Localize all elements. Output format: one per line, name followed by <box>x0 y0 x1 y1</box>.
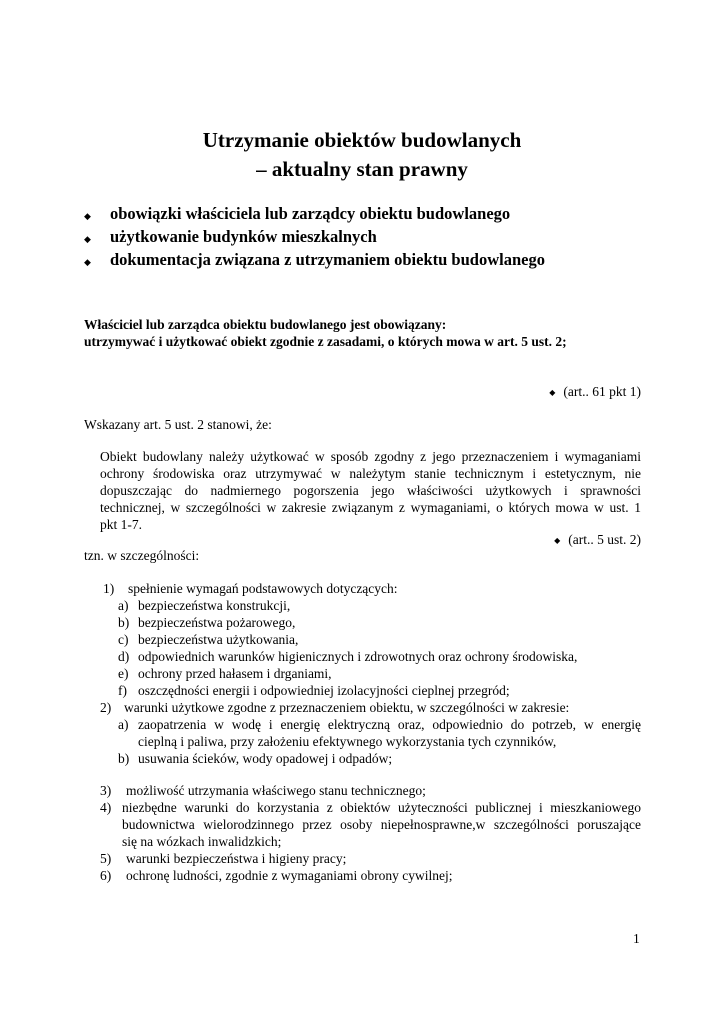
list-item: warunki bezpieczeństwa i higieny pracy; <box>126 851 347 866</box>
topic-item: dokumentacja związana z utrzymaniem obiektu budowlanego <box>110 250 545 269</box>
list-item: niezbędne warunki do korzystania z obiektów użyteczności publicznej i mieszkaniowego <box>122 800 641 815</box>
diamond-icon: ◆ <box>84 234 91 244</box>
title-line-1: Utrzymanie obiektów budowlanych <box>202 128 522 152</box>
diamond-icon: ◆ <box>554 536 561 545</box>
quote-line: technicznej, w szczególności w zakresie związanym z wymaganiami, o których mowa w ust. 1 <box>100 500 641 515</box>
list-item: warunki użytkowe zgodne z przeznaczeniem obiektu, w szczególności w zakresie: <box>124 700 570 715</box>
sublist-item: bezpieczeństwa użytkowania, <box>138 632 299 647</box>
list-number: 1) <box>103 581 115 596</box>
intro-line-1: Właściciel lub zarządca obiektu budowlanego jest obowiązany: <box>84 317 447 332</box>
sublist-letter: d) <box>118 649 130 664</box>
pointed-paragraph: Wskazany art. 5 ust. 2 stanowi, że: <box>84 417 272 432</box>
sublist-letter: b) <box>118 615 130 630</box>
list-number: 2) <box>100 700 112 715</box>
quote-line: pkt 1-7. <box>100 517 142 532</box>
reference-art-61 <box>549 384 641 400</box>
reference-text: (art.. 61 pkt 1) <box>563 384 641 399</box>
reference-art-5 <box>554 532 641 548</box>
list-item-continuation: się na wózkach inwalidzkich; <box>122 834 282 849</box>
topic-item: obowiązki właściciela lub zarządcy obiektu budowlanego <box>110 204 511 223</box>
sublist-letter: e) <box>118 666 129 681</box>
diamond-icon: ◆ <box>84 257 91 267</box>
list-number: 5) <box>100 851 112 866</box>
list-number: 6) <box>100 868 112 883</box>
sublist-letter: a) <box>118 717 129 732</box>
sublist-item: oszczędności energii i odpowiedniej izolacyjności cieplnej przegród; <box>138 683 510 698</box>
list-number: 3) <box>100 783 112 798</box>
diamond-icon: ◆ <box>84 211 91 221</box>
list-item: spełnienie wymagań podstawowych dotyczących: <box>128 581 398 596</box>
topic-item: użytkowanie budynków mieszkalnych <box>110 227 377 246</box>
intro-line-2: utrzymywać i użytkować obiekt zgodnie z zasadami, o których mowa w art. 5 ust. 2; <box>84 334 567 349</box>
page-number: 1 <box>633 931 640 946</box>
sublist-letter: b) <box>118 751 130 766</box>
sublist-item: ochrony przed hałasem i drganiami, <box>138 666 332 681</box>
title-line-2: – aktualny stan prawny <box>256 157 468 181</box>
sublist-letter: c) <box>118 632 129 647</box>
sublist-item: usuwania ścieków, wody opadowej i odpadów; <box>138 751 393 766</box>
reference-text: (art.. 5 ust. 2) <box>568 532 641 547</box>
tzn-line: tzn. w szczególności: <box>84 548 200 563</box>
sublist-item: bezpieczeństwa pożarowego, <box>138 615 296 630</box>
diamond-icon: ◆ <box>549 388 556 397</box>
sublist-letter: f) <box>118 683 127 698</box>
list-item: ochronę ludności, zgodnie z wymaganiami obrony cywilnej; <box>126 868 453 883</box>
quote-line: Obiekt budowlany należy użytkować w sposób zgodny z jego przeznaczeniem i wymaganiami <box>100 449 641 464</box>
sublist-item: odpowiednich warunków higienicznych i zdrowotnych oraz ochrony środowiska, <box>138 649 578 664</box>
sublist-item: zaopatrzenia w wodę i energię elektryczną oraz, odpowiednio do potrzeb, w energię <box>138 717 641 732</box>
list-item-continuation: budownictwa wielorodzinnego przez osoby niepełnosprawne,w szczególności poruszające <box>122 817 641 832</box>
list-number: 4) <box>100 800 112 815</box>
sublist-item-continuation: cieplną i paliwa, przy założeniu efektywnego wykorzystania tych czynników, <box>138 734 557 749</box>
sublist-item: bezpieczeństwa konstrukcji, <box>138 598 291 613</box>
quote-line: ochrony środowiska oraz utrzymywać w należytym stanie technicznym i estetycznym, nie <box>100 466 641 481</box>
sublist-letter: a) <box>118 598 129 613</box>
quote-line: dopuszczając do nadmiernego pogorszenia jego właściwości użytkowych i sprawności <box>100 483 641 498</box>
list-item: możliwość utrzymania właściwego stanu technicznego; <box>126 783 426 798</box>
